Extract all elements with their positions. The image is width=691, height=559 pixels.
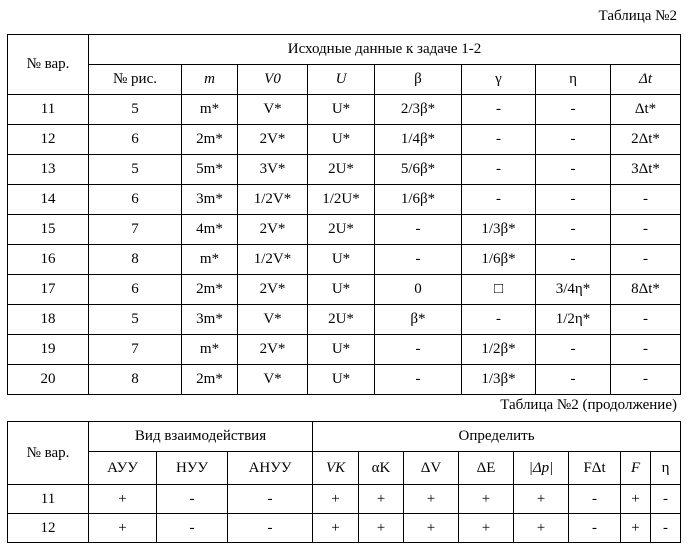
table-cell: -	[611, 305, 681, 335]
table-cell: +	[359, 514, 404, 543]
table-cell: +	[621, 514, 651, 543]
table-row	[8, 245, 681, 275]
table-row	[8, 155, 681, 185]
table-cell: 1/6β*	[375, 185, 462, 215]
table-cell: 2Δt*	[611, 125, 681, 155]
table-cell: +	[89, 514, 157, 543]
table-cell: 1/4β*	[375, 125, 462, 155]
table-cell: U*	[308, 275, 375, 305]
group-header-determine: Определить	[313, 422, 681, 452]
table-caption: Таблица №2	[598, 8, 677, 24]
table-cell: 7	[89, 215, 182, 245]
table-cell: -	[611, 245, 681, 275]
table-cell: -	[611, 215, 681, 245]
table-cell: -	[651, 514, 681, 543]
column-header: ΔE	[459, 452, 514, 485]
table-cell: 1/2U*	[308, 185, 375, 215]
table-cell: -	[375, 215, 462, 245]
table-cell: 5	[89, 95, 182, 125]
table-cell: m*	[182, 335, 238, 365]
table-cell: -	[536, 155, 611, 185]
column-header: VK	[313, 452, 359, 485]
table-cell: 8Δt*	[611, 275, 681, 305]
table-cell: -	[611, 335, 681, 365]
table-cell: +	[313, 514, 359, 543]
table-cell: β*	[375, 305, 462, 335]
column-header: № рис.	[89, 65, 182, 95]
table-cell: +	[313, 485, 359, 514]
table-cell: V*	[238, 95, 308, 125]
table-cell: +	[459, 514, 514, 543]
table-row	[8, 95, 681, 125]
table-cell: +	[404, 514, 459, 543]
table-cell: 2V*	[238, 215, 308, 245]
table-cell: 5	[89, 305, 182, 335]
table-cell: □	[462, 275, 536, 305]
table-cell: 1/6β*	[462, 245, 536, 275]
variant-number-cell: 11	[8, 95, 89, 125]
table-row	[8, 215, 681, 245]
table-row	[8, 514, 681, 543]
source-data-table	[7, 34, 681, 395]
variant-number-cell: 13	[8, 155, 89, 185]
column-header: |Δp|	[514, 452, 569, 485]
table-cell: -	[536, 125, 611, 155]
table-cell: V*	[238, 365, 308, 395]
table-cell: 7	[89, 335, 182, 365]
table-cell: -	[536, 185, 611, 215]
variant-number-cell: 12	[8, 125, 89, 155]
table-cell: 2V*	[238, 335, 308, 365]
table-cell: V*	[238, 305, 308, 335]
table-cell: 8	[89, 365, 182, 395]
table-cell: -	[228, 485, 313, 514]
table-row	[8, 305, 681, 335]
column-header: FΔt	[569, 452, 621, 485]
table-cell: -	[462, 125, 536, 155]
table-cell: 1/3β*	[462, 365, 536, 395]
table-cell: -	[375, 245, 462, 275]
table-cell: +	[514, 514, 569, 543]
table-row	[8, 185, 681, 215]
column-header: η	[536, 65, 611, 95]
column-header-variant: № вар.	[8, 422, 89, 485]
table-cell: 1/2V*	[238, 185, 308, 215]
variant-number-cell: 20	[8, 365, 89, 395]
column-header: V0	[238, 65, 308, 95]
table-cell: +	[621, 485, 651, 514]
table-cell: 2U*	[308, 215, 375, 245]
column-header: γ	[462, 65, 536, 95]
column-header: АУУ	[89, 452, 157, 485]
table-cell: -	[651, 485, 681, 514]
table-cell: -	[462, 155, 536, 185]
variant-number-cell: 16	[8, 245, 89, 275]
table-cell: +	[359, 485, 404, 514]
table-cell: 6	[89, 275, 182, 305]
table-cell: 2U*	[308, 155, 375, 185]
table-cell: -	[228, 514, 313, 543]
variant-number-cell: 19	[8, 335, 89, 365]
table-cell: 2m*	[182, 275, 238, 305]
table-cell: 2V*	[238, 275, 308, 305]
interaction-table	[7, 421, 681, 543]
column-header: β	[375, 65, 462, 95]
variant-number-cell: 14	[8, 185, 89, 215]
table-cell: 2V*	[238, 125, 308, 155]
column-header: F	[621, 452, 651, 485]
table-cell: -	[157, 514, 228, 543]
column-header: U	[308, 65, 375, 95]
column-header: αK	[359, 452, 404, 485]
table-caption-continued: Таблица №2 (продолжение)	[500, 397, 677, 413]
table-cell: U*	[308, 365, 375, 395]
table-cell: U*	[308, 245, 375, 275]
variant-number-cell: 12	[8, 514, 89, 543]
table-cell: 6	[89, 125, 182, 155]
group-header-interaction-type: Вид взаимодействия	[89, 422, 313, 452]
table-cell: 2m*	[182, 125, 238, 155]
column-header: ΔV	[404, 452, 459, 485]
table-cell: 2m*	[182, 365, 238, 395]
group-header-source-data: Исходные данные к задаче 1-2	[89, 35, 681, 65]
table-cell: -	[569, 514, 621, 543]
table-cell: U*	[308, 335, 375, 365]
variant-number-cell: 17	[8, 275, 89, 305]
table-cell: -	[375, 365, 462, 395]
column-header-variant: № вар.	[8, 35, 89, 95]
table-cell: 3/4η*	[536, 275, 611, 305]
column-header: η	[651, 452, 681, 485]
table-cell: -	[462, 95, 536, 125]
table-cell: 1/2η*	[536, 305, 611, 335]
table-cell: 3Δt*	[611, 155, 681, 185]
column-header: АНУУ	[228, 452, 313, 485]
table-cell: -	[536, 335, 611, 365]
table-cell: U*	[308, 95, 375, 125]
table-cell: -	[611, 365, 681, 395]
column-header: m	[182, 65, 238, 95]
table-row	[8, 275, 681, 305]
column-header: Δt	[611, 65, 681, 95]
column-header: НУУ	[157, 452, 228, 485]
table-cell: -	[611, 185, 681, 215]
variant-number-cell: 18	[8, 305, 89, 335]
table-cell: +	[404, 485, 459, 514]
table-cell: +	[459, 485, 514, 514]
table-cell: -	[536, 365, 611, 395]
table-cell: 2U*	[308, 305, 375, 335]
table-row	[8, 335, 681, 365]
table-cell: 1/2V*	[238, 245, 308, 275]
variant-number-cell: 15	[8, 215, 89, 245]
table-cell: m*	[182, 245, 238, 275]
table-cell: -	[462, 305, 536, 335]
table-cell: Δt*	[611, 95, 681, 125]
table-cell: -	[462, 185, 536, 215]
table-cell: 5m*	[182, 155, 238, 185]
table-cell: 5	[89, 155, 182, 185]
table-cell: +	[89, 485, 157, 514]
table-cell: 4m*	[182, 215, 238, 245]
table-cell: 1/2β*	[462, 335, 536, 365]
table-cell: 6	[89, 185, 182, 215]
table-cell: -	[536, 215, 611, 245]
table-cell: -	[569, 485, 621, 514]
table-cell: 2/3β*	[375, 95, 462, 125]
table-cell: -	[536, 95, 611, 125]
table-cell: 8	[89, 245, 182, 275]
table-row	[8, 365, 681, 395]
variant-number-cell: 11	[8, 485, 89, 514]
table-cell: -	[536, 245, 611, 275]
table-cell: -	[157, 485, 228, 514]
table-cell: 5/6β*	[375, 155, 462, 185]
table-cell: U*	[308, 125, 375, 155]
table-cell: -	[375, 335, 462, 365]
table-cell: 3m*	[182, 305, 238, 335]
table-cell: 0	[375, 275, 462, 305]
table-cell: 3V*	[238, 155, 308, 185]
table-cell: 1/3β*	[462, 215, 536, 245]
table-row	[8, 125, 681, 155]
table-cell: 3m*	[182, 185, 238, 215]
table-cell: m*	[182, 95, 238, 125]
table-row	[8, 485, 681, 514]
table-cell: +	[514, 485, 569, 514]
